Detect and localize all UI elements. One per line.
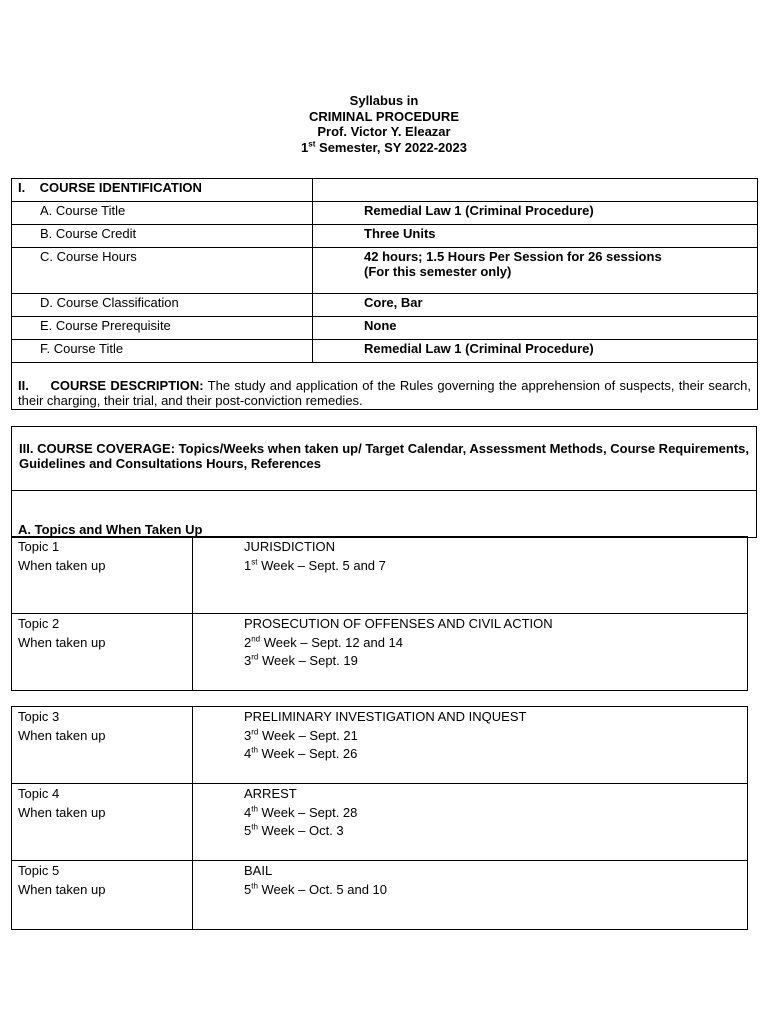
row-value: Three Units xyxy=(313,225,758,248)
row-value: Remedial Law 1 (Criminal Procedure) xyxy=(313,202,758,225)
row-value: 42 hours; 1.5 Hours Per Session for 26 sessions (For this semester only) xyxy=(313,248,758,294)
topic-detail: PRELIMINARY INVESTIGATION AND INQUEST 3rd Week – Sept. 21 4th Week – Sept. 26 xyxy=(193,707,748,784)
row-label: A. Course Title xyxy=(12,202,313,225)
header-course-name: CRIMINAL PROCEDURE xyxy=(309,108,459,124)
row-label: F. Course Title xyxy=(12,340,313,363)
header-professor: Prof. Victor Y. Eleazar xyxy=(317,124,451,139)
row-value: Core, Bar xyxy=(313,294,758,317)
topic-cell: Topic 2 When taken up xyxy=(12,614,193,691)
row-label: E. Course Prerequisite xyxy=(12,317,313,340)
row-label: B. Course Credit xyxy=(12,225,313,248)
syllabus-header xyxy=(0,93,768,155)
section-heading-identification: I. COURSE IDENTIFICATION xyxy=(12,179,313,202)
row-value: Remedial Law 1 (Criminal Procedure) xyxy=(313,340,758,363)
topics-table-2 xyxy=(11,706,748,930)
header-semester: 1st Semester, SY 2022-2023 xyxy=(301,139,467,155)
topic-detail: ARREST 4th Week – Sept. 28 5th Week – Oct. 3 xyxy=(193,784,748,861)
topic-cell: Topic 4 When taken up xyxy=(12,784,193,861)
topic-detail: JURISDICTION 1st Week – Sept. 5 and 7 xyxy=(193,537,748,614)
course-coverage-heading: III. COURSE COVERAGE: Topics/Weeks when taken up/ Target Calendar, Assessment Methods, Course Requirements, Guidelines and Consultations Hours, References xyxy=(12,427,757,491)
topics-subheading: A. Topics and When Taken Up xyxy=(12,491,757,538)
topic-cell: Topic 1 When taken up xyxy=(12,537,193,614)
topic-detail: BAIL 5th Week – Oct. 5 and 10 xyxy=(193,861,748,930)
topic-detail: PROSECUTION OF OFFENSES AND CIVIL ACTION 2nd Week – Sept. 12 and 14 3rd Week – Sept. 19 xyxy=(193,614,748,691)
row-label: D. Course Classification xyxy=(12,294,313,317)
course-coverage-table xyxy=(11,426,757,538)
empty-cell xyxy=(313,179,758,202)
course-description: II. COURSE DESCRIPTION: The study and application of the Rules governing the apprehension of suspects, their search, their charging, their trial, and their post-conviction remedies. xyxy=(12,363,758,410)
topics-table-1 xyxy=(11,536,748,691)
row-value: None xyxy=(313,317,758,340)
row-label: C. Course Hours xyxy=(12,248,313,294)
topic-cell: Topic 5 When taken up xyxy=(12,861,193,930)
topic-cell: Topic 3 When taken up xyxy=(12,707,193,784)
header-line-1: Syllabus in xyxy=(349,93,419,108)
course-identification-table xyxy=(11,178,758,410)
